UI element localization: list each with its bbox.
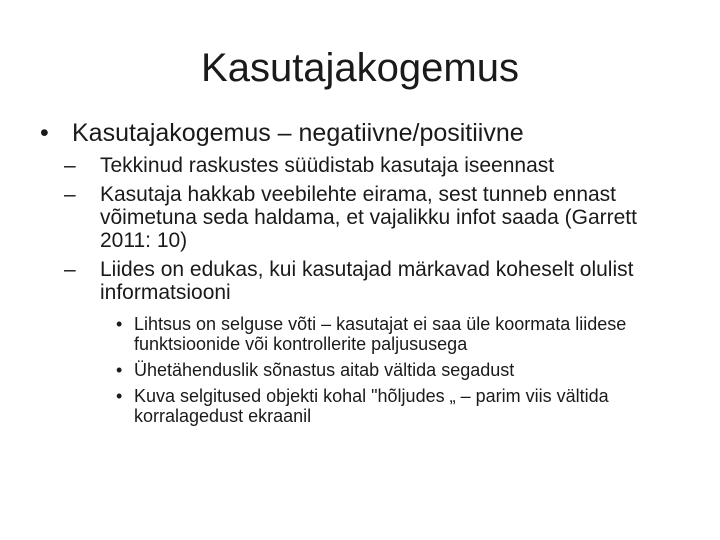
bullet-text: Lihtsus on selguse võti – kasutajat ei saa üle koormata liidese funktsioonide või kontrollerite paljususega	[134, 314, 627, 354]
sub-sub-bullet-list	[36, 314, 684, 426]
dash-marker: –	[64, 258, 76, 281]
bullet-text: Kasutajakogemus – negatiivne/positiivne	[72, 119, 524, 147]
bullet-level2	[36, 258, 684, 426]
dash-marker: –	[64, 154, 76, 177]
bullet-text: Kuva selgitused objekti kohal "hõljudes „ – parim viis vältida korralagedust ekraanil	[134, 386, 609, 426]
bullet-marker: •	[116, 360, 123, 380]
bullet-list	[36, 118, 684, 426]
bullet-marker: •	[116, 386, 123, 406]
bullet-text: Kasutaja hakkab veebilehte eirama, sest tunneb ennast võimetuna seda haldama, et vajalikku infot saada (Garrett 2011: 10)	[100, 183, 637, 252]
sub-bullet-list	[36, 154, 684, 426]
slide-title: Kasutajakogemus	[201, 46, 519, 90]
bullet-text: Tekkinud raskustes süüdistab kasutaja iseennast	[100, 154, 555, 177]
bullet-level2	[36, 154, 684, 177]
dash-marker: –	[64, 183, 76, 206]
bullet-level3	[36, 360, 684, 380]
bullet-text: Liides on edukas, kui kasutajad märkavad koheselt olulist informatsiooni	[100, 258, 634, 304]
bullet-level3	[36, 386, 684, 426]
bullet-text: Ühetähenduslik sõnastus aitab vältida segadust	[134, 360, 515, 380]
bullet-marker: •	[116, 314, 123, 334]
bullet-marker: •	[40, 119, 49, 147]
bullet-level2	[36, 183, 684, 252]
bullet-level1	[36, 118, 684, 426]
slide-content	[36, 118, 684, 430]
bullet-level3	[36, 314, 684, 354]
